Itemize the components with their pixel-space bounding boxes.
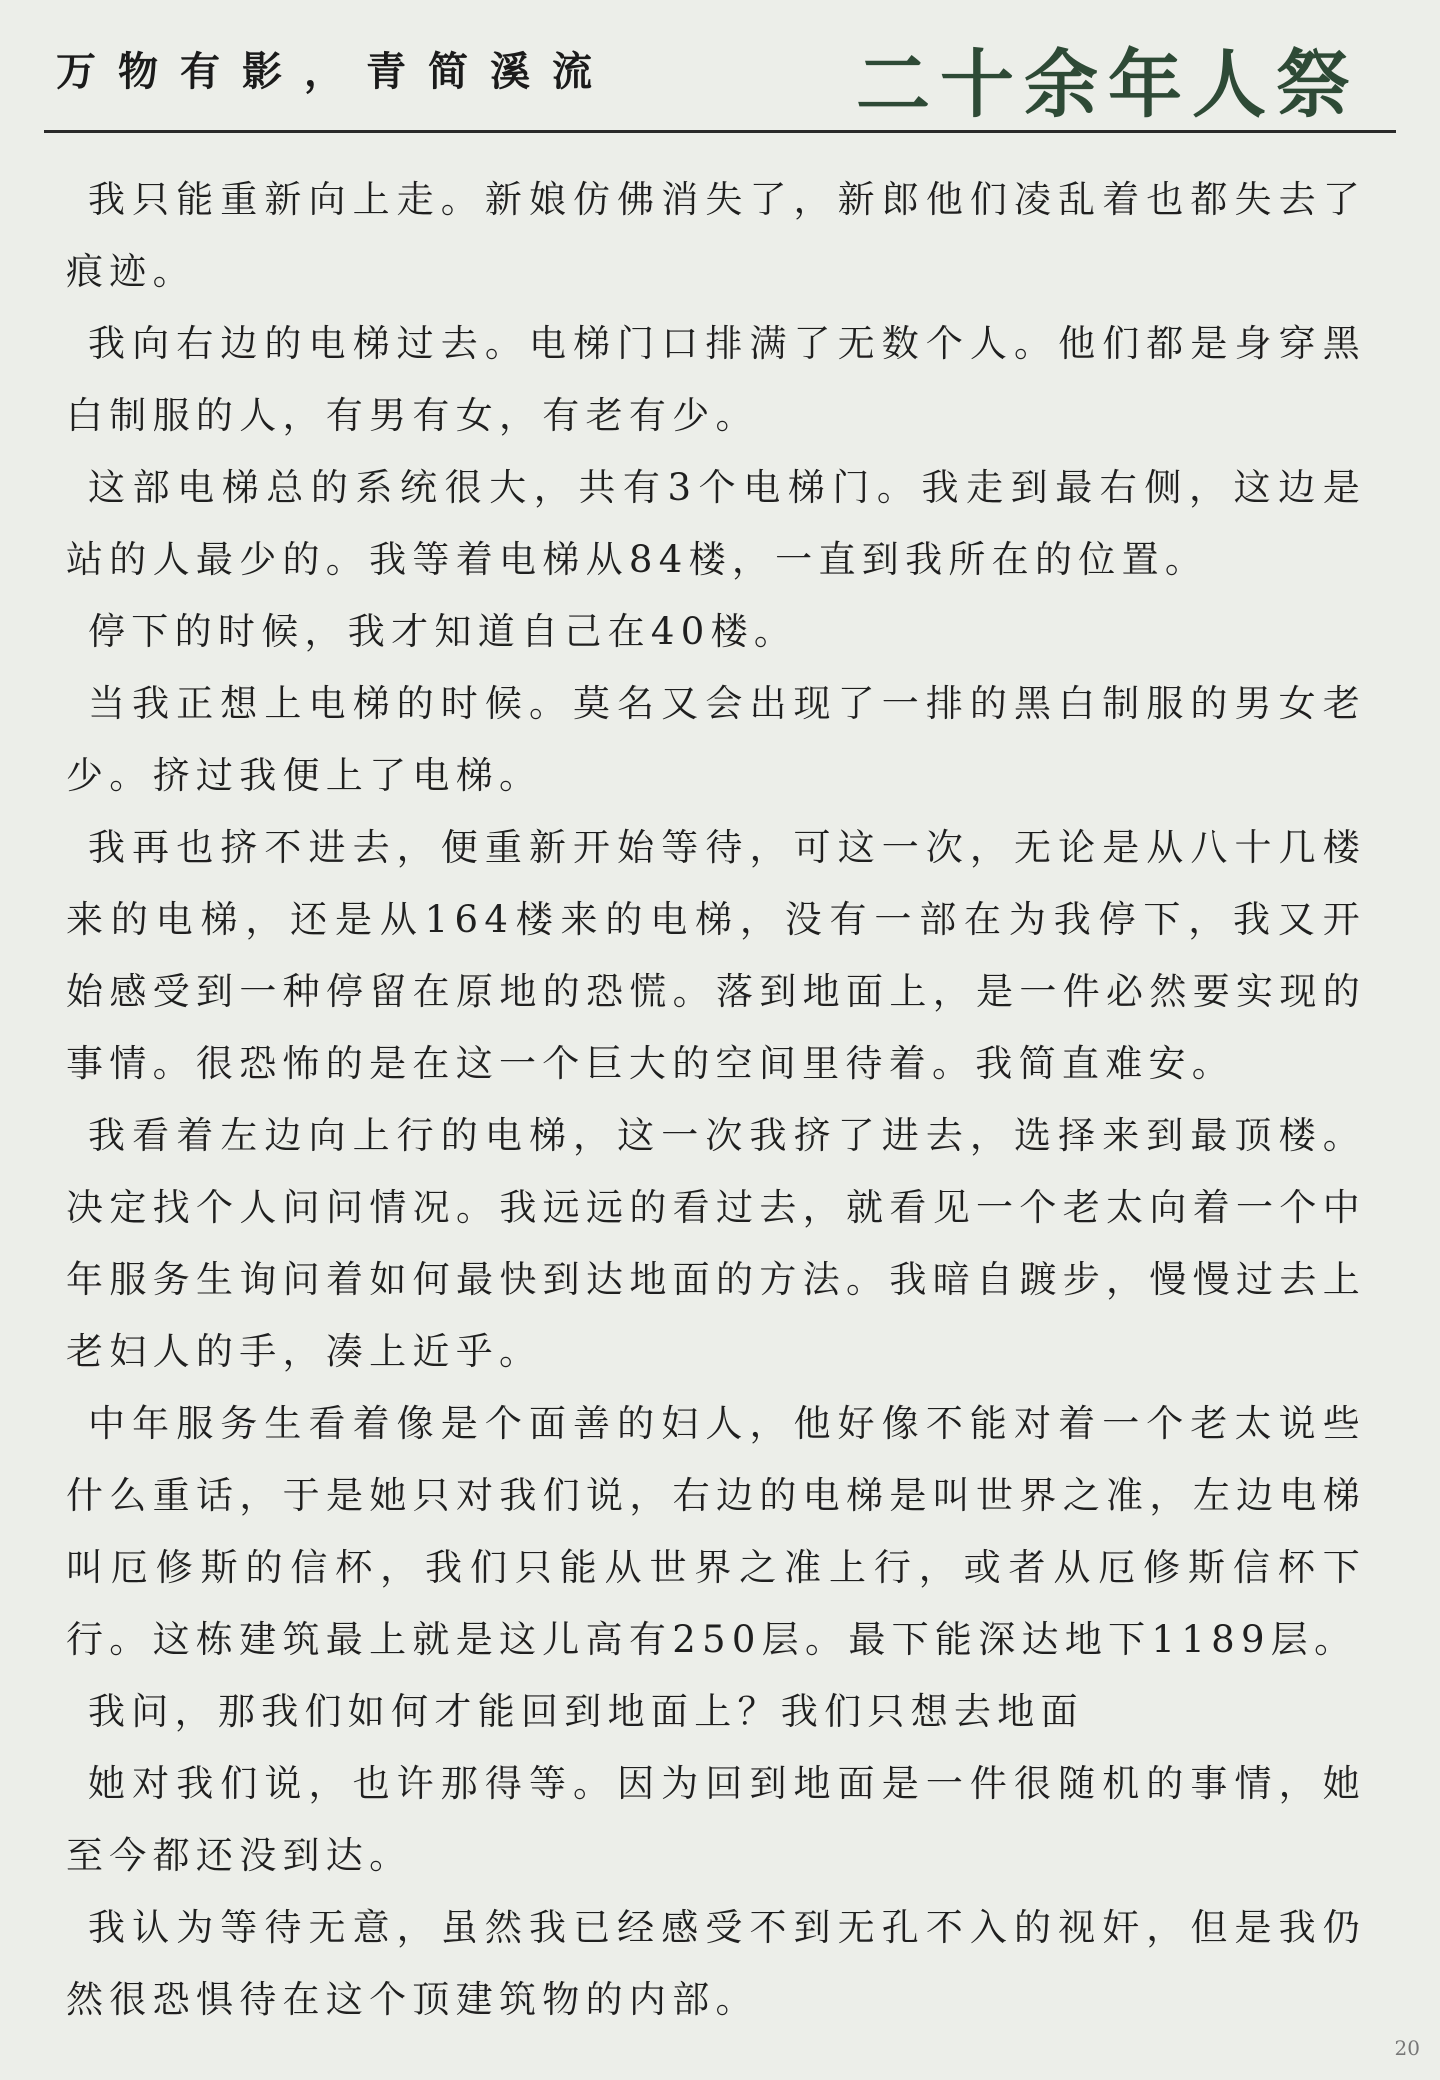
paragraph: 中年服务生看着像是个面善的妇人，他好像不能对着一个老太说些什么重话，于是她只对我们说，右边的电梯是叫世界之准，左边电梯叫厄修斯的信杯，我们只能从世界之准上行，或者从厄修斯信杯下行。这栋建筑最上就是这儿高有250层。最下能深达地下1189层。 <box>66 1402 1366 1661</box>
book-title: 万物有影，青简溪流 <box>56 49 614 95</box>
paragraph: 我认为等待无意，虽然我已经感受不到无孔不入的视奸，但是我仍然很恐惧待在这个顶建筑物的内部。 <box>66 1906 1366 2021</box>
paragraph: 我只能重新向上走。新娘仿佛消失了，新郎他们凌乱着也都失去了痕迹。 <box>66 178 1366 293</box>
paragraph: 我再也挤不进去，便重新开始等待，可这一次，无论是从八十几楼来的电梯，还是从164楼来的电梯，没有一部在为我停下，我又开始感受到一种停留在原地的恐慌。落到地面上，是一件必然要实现的事情。很恐怖的是在这一个巨大的空间里待着。我简直难安。 <box>66 826 1366 1085</box>
page-number: 20 <box>1394 2036 1420 2060</box>
paragraph: 这部电梯总的系统很大，共有3个电梯门。我走到最右侧，这边是站的人最少的。我等着电梯从84楼，一直到我所在的位置。 <box>66 466 1366 581</box>
paragraph: 我问，那我们如何才能回到地面上？我们只想去地面 <box>88 1690 1084 1733</box>
paragraph: 我看着左边向上行的电梯，这一次我挤了进去，选择来到最顶楼。决定找个人问问情况。我远远的看过去，就看见一个老太向着一个中年服务生询问着如何最快到达地面的方法。我暗自踱步，慢慢过去上老妇人的手，凑上近乎。 <box>66 1114 1366 1373</box>
paragraph: 停下的时候，我才知道自己在40楼。 <box>88 610 798 653</box>
body-text <box>66 164 1366 2036</box>
chapter-title: 二十余年人祭 <box>856 42 1360 128</box>
page-header <box>44 18 1396 133</box>
paragraph: 我向右边的电梯过去。电梯门口排满了无数个人。他们都是身穿黑白制服的人，有男有女，有老有少。 <box>66 322 1366 437</box>
paragraph: 当我正想上电梯的时候。莫名又会出现了一排的黑白制服的男女老少。挤过我便上了电梯。 <box>66 682 1366 797</box>
paragraph: 她对我们说，也许那得等。因为回到地面是一件很随机的事情，她至今都还没到达。 <box>66 1762 1366 1877</box>
